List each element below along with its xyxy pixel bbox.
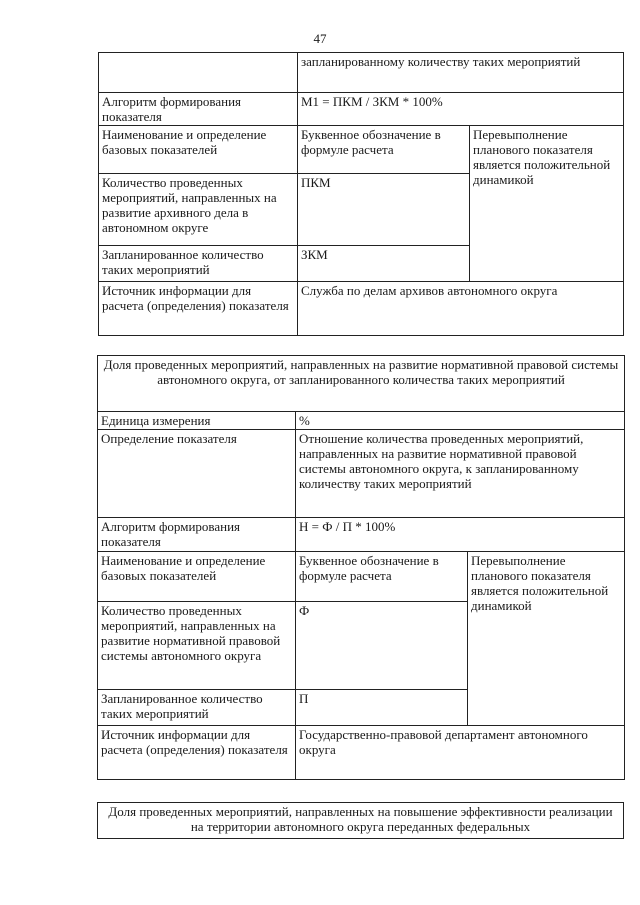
definition-label: Определение показателя xyxy=(98,430,296,518)
base-indicators-label: Наименование и определение базовых показателей xyxy=(99,126,298,174)
planned-events-symbol: ЗКМ xyxy=(298,246,470,282)
letter-designation-header: Буквенное обозначение в формуле расчета xyxy=(296,552,468,602)
indicator-table-federal-powers xyxy=(97,802,624,839)
source-label: Источник информации для расчета (определения) показателя xyxy=(99,282,298,336)
planned-events-symbol: П xyxy=(296,690,468,726)
source-label: Источник информации для расчета (определения) показателя xyxy=(98,726,296,780)
indicator-table-archives xyxy=(98,52,624,336)
held-events-label: Количество проведенных мероприятий, направленных на развитие нормативной правовой системы автономного округа xyxy=(98,602,296,690)
indicator-title: Доля проведенных мероприятий, направленных на развитие нормативной правовой системы автономного округа, от запланированного количества таких мероприятий xyxy=(98,356,625,412)
dynamics-note: Перевыполнение планового показателя является положительной динамикой xyxy=(470,126,624,282)
planned-events-label: Запланированное количество таких мероприятий xyxy=(99,246,298,282)
held-events-label: Количество проведенных мероприятий, направленных на развитие архивного дела в автономном округе xyxy=(99,174,298,246)
unit-label: Единица измерения xyxy=(98,412,296,430)
unit-value: % xyxy=(296,412,625,430)
indicator-title: Доля проведенных мероприятий, направленных на повышение эффективности реализации на территории автономного округа переданных федеральных xyxy=(98,803,624,839)
dynamics-note: Перевыполнение планового показателя является положительной динамикой xyxy=(468,552,625,726)
held-events-symbol: Ф xyxy=(296,602,468,690)
algorithm-formula: М1 = ПКМ / ЗКМ * 100% xyxy=(298,93,624,126)
continued-definition: запланированному количеству таких мероприятий xyxy=(298,53,624,93)
planned-events-label: Запланированное количество таких мероприятий xyxy=(98,690,296,726)
held-events-symbol: ПКМ xyxy=(298,174,470,246)
algorithm-label: Алгоритм формирования показателя xyxy=(99,93,298,126)
letter-designation-header: Буквенное обозначение в формуле расчета xyxy=(298,126,470,174)
indicator-table-legal-system xyxy=(97,355,625,780)
empty-cell xyxy=(99,53,298,93)
algorithm-formula: Н = Ф / П * 100% xyxy=(296,518,625,552)
page-number: 47 xyxy=(313,31,327,46)
definition-value: Отношение количества проведенных мероприятий, направленных на развитие нормативной правовой системы автономного округа, к запланированному количеству таких мероприятий xyxy=(296,430,625,518)
base-indicators-label: Наименование и определение базовых показателей xyxy=(98,552,296,602)
source-value: Государственно-правовой департамент автономного округа xyxy=(296,726,625,780)
source-value: Служба по делам архивов автономного округа xyxy=(298,282,624,336)
algorithm-label: Алгоритм формирования показателя xyxy=(98,518,296,552)
